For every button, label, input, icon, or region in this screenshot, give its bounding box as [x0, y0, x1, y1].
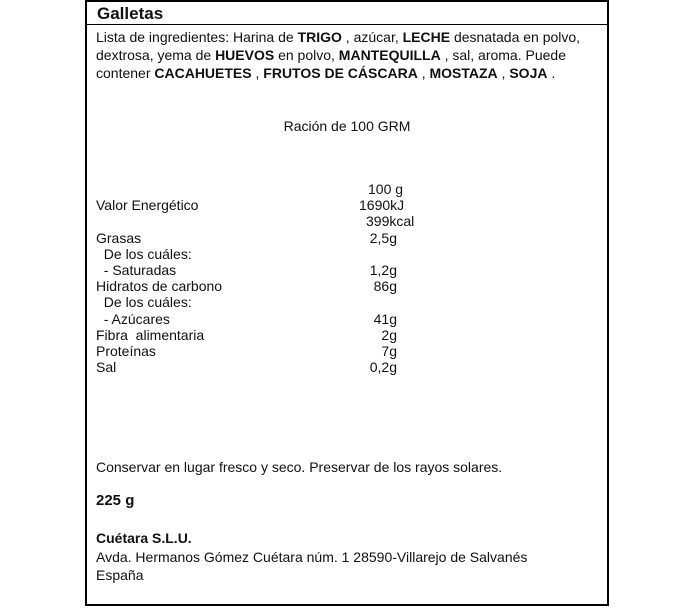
- nutrition-row-value: 1,2g: [369, 262, 397, 278]
- company-country: España: [96, 567, 144, 583]
- storage-note: Conservar en lugar fresco y seco. Preservar de los rayos solares.: [96, 459, 503, 475]
- nutrition-row-label: De los cuáles:: [96, 246, 192, 262]
- company-address: Avda. Hermanos Gómez Cuétara núm. 1 28590-Villarejo de Salvanés: [96, 549, 528, 565]
- energy-kcal-value: 399kcal: [366, 213, 415, 229]
- allergen-text: MOSTAZA: [429, 65, 498, 81]
- allergen-text: MANTEQUILLA: [338, 47, 441, 63]
- ingredient-text: , sal, aroma. Puede contener: [96, 47, 566, 81]
- nutrition-row-value: 41g: [373, 311, 397, 327]
- serving-size: Ración de 100 GRM: [283, 118, 411, 134]
- ingredient-text: en polvo,: [274, 47, 339, 63]
- column-header: 100 g: [368, 181, 404, 197]
- nutrition-row-value: 0,2g: [369, 359, 397, 375]
- title-divider: [87, 24, 607, 25]
- ingredient-text: Lista de ingredientes: Harina de: [96, 29, 298, 45]
- ingredient-text: desnatada en polvo, dextrosa, yema de: [96, 29, 581, 63]
- nutrition-row-label: Proteínas: [96, 343, 156, 359]
- ingredient-text: ,: [251, 65, 264, 81]
- ingredient-text: ,: [417, 65, 430, 81]
- product-label: [85, 0, 609, 606]
- nutrition-row-label: - Azúcares: [96, 311, 170, 327]
- product-title: Galletas: [97, 4, 164, 23]
- allergen-text: HUEVOS: [215, 47, 275, 63]
- nutrition-row-value: 2g: [381, 327, 397, 343]
- nutrition-row-label: Hidratos de carbono: [96, 278, 223, 294]
- nutrition-row-label: Sal: [96, 359, 117, 375]
- allergen-text: FRUTOS DE CÁSCARA: [263, 65, 418, 81]
- nutrition-row-label: Grasas: [96, 230, 142, 246]
- ingredients-list: [96, 28, 596, 82]
- allergen-text: LECHE: [402, 29, 451, 45]
- allergen-text: SOJA: [509, 65, 548, 81]
- allergen-text: TRIGO: [297, 29, 342, 45]
- ingredient-text: .: [547, 65, 556, 81]
- energy-label: Valor Energético: [96, 197, 199, 213]
- ingredient-text: , azúcar,: [341, 29, 403, 45]
- nutrition-row-label: - Saturadas: [96, 262, 177, 278]
- nutrition-row-value: 86g: [373, 278, 397, 294]
- ingredient-text: ,: [497, 65, 510, 81]
- energy-kj-value: 1690kJ: [359, 197, 405, 213]
- company-name: Cuétara S.L.U.: [96, 530, 192, 546]
- nutrition-row-label: Fibra alimentaria: [96, 327, 205, 343]
- allergen-text: CACAHUETES: [154, 65, 252, 81]
- net-weight: 225 g: [96, 492, 135, 509]
- nutrition-row-value: 7g: [381, 343, 397, 359]
- nutrition-row-value: 2,5g: [369, 230, 397, 246]
- nutrition-row-label: De los cuáles:: [96, 294, 192, 310]
